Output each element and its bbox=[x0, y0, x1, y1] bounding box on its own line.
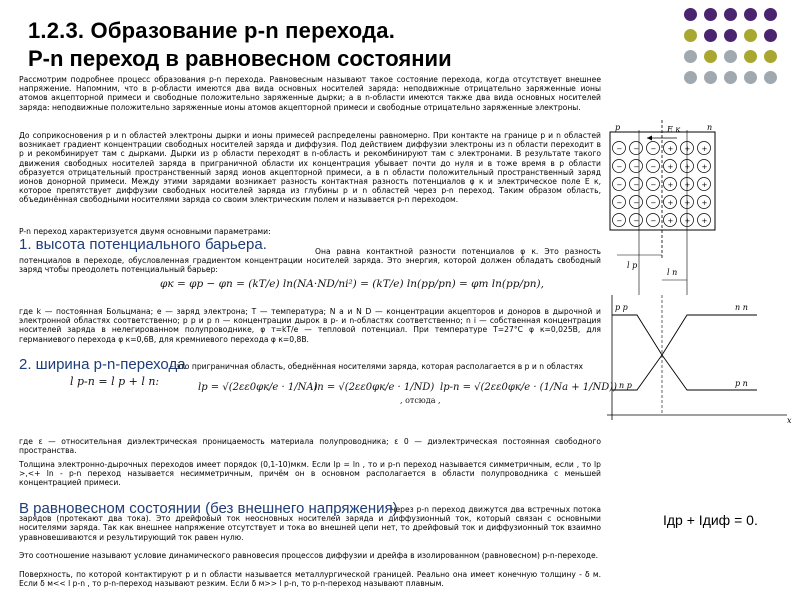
paragraph-equilibrium-desc: через p-n переход движутся два встречных потока зарядов (протекают два тока). Это дрейфовый ток неосновных носителей заряда и диффузионный ток, который связан с основными носителями заряда. Так как внешнее напряжение отсутствует и тока во внешней цепи нет, то дрейфовый ток и диффузионный ток взаимно уравновешиваются и результирующий ток равен нулю. bbox=[19, 505, 601, 542]
paragraph-metallurgical: Поверхность, по которой контактируют p и n области называется металлургической границей. Реально она имеет конечную толщину - δ м. Если δ м<< l p-n , то p-n-переход называют резким. Если δ м>> l p-n, то p-n-переход называют плавным. bbox=[19, 570, 601, 589]
paragraph-dynamic-balance: Это соотношение называют условие динамического равновесия процессов диффузии и дрейфа в изолированном (равновесном) p-n-переходе. bbox=[19, 551, 599, 560]
decorative-dot bbox=[744, 8, 757, 21]
paragraph-formation: До соприкосновения p и n областей электроны дырки и ионы примесей распределены равномерно. При контакте на границе p и n областей возникает градиент концентрации свободных носителей заряда и диффузия. Под действием диффузии электроны из n области переходит в p и рекомбинирует там с дырками. Дырки из p области переходят в n-область и рекомбинируют там с электронами. В результате такого движения свободных носителей заряда в приграничной области их концентрация убывает почти до нуля и в тоже время в p области образуется отрицательный пространственный заряд ионов акцепторной примеси, а в n области положительный пространственный заряд ионов донорной примеси. Между этими зарядами возникает разность контактная разность потенциалов φ к и электрическое поле E к, которое препятствует диффузии свободных носителей заряда из глубины p и n областей через p-n переход. Таким образом область, объединённая свободными носителями заряда со своим электрическим полем и называется p-n переходом. bbox=[19, 131, 601, 205]
ion-sign: + bbox=[667, 217, 674, 225]
ion-sign: − bbox=[616, 181, 623, 189]
paragraph-barrier-desc: Она равна контактной разности потенциалов φ к. Это разность потенциалов в переходе, обусловленная градиентом концентрации носителей заряда. Это энергия, которой должен обладать свободный заряд чтобы преодолеть потенциальный барьер: bbox=[19, 247, 601, 275]
heading-junction-width bbox=[19, 356, 186, 373]
label-p: p bbox=[615, 123, 621, 132]
heading-junction-width-text: 2. ширина p-n-перехода bbox=[19, 356, 186, 373]
ion-sign: − bbox=[616, 199, 623, 207]
decorative-dot bbox=[744, 50, 757, 63]
ion-sign: + bbox=[684, 181, 691, 189]
formula-lpn: lp-n = √(2εε0φк/e · (1/Na + 1/ND)) bbox=[440, 382, 618, 393]
ion-sign: − bbox=[650, 217, 657, 225]
decorative-dot bbox=[764, 8, 777, 21]
ion-sign: − bbox=[616, 163, 623, 171]
paragraph-notation: где k — постоянная Больцмана; e — заряд электрона; T — температура; N a и N D — концентрации акцепторов и доноров в дырочной и электронной областях соответственно; p p и p n — концентрации дырок в p- и n-областях соответственно; n i — собственная концентрация носителей заряда в нелегированном полупроводнике, φ т=kT/e — тепловой потенциал. При температуре T=27°C φ к=0,025В, для германиевого перехода φ к=0,6В, для кремниевого перехода φ к=0,8В. bbox=[19, 307, 601, 344]
ion-sign: − bbox=[650, 145, 657, 153]
ion-sign: + bbox=[684, 145, 691, 153]
label-nn: n n bbox=[735, 303, 748, 312]
decorative-dot bbox=[684, 8, 697, 21]
ion-sign: − bbox=[616, 145, 623, 153]
decorative-dot bbox=[704, 71, 717, 84]
ion-sign: + bbox=[667, 145, 674, 153]
ion-circles bbox=[613, 142, 711, 227]
ion-sign: − bbox=[650, 181, 657, 189]
pn-junction-diagram bbox=[607, 120, 797, 430]
formula-lp: lp = √(2εε0φк/e · 1/NA) bbox=[198, 382, 318, 393]
decorative-dot bbox=[684, 29, 697, 42]
label-pp: p p bbox=[615, 303, 628, 312]
ion-sign: − bbox=[633, 217, 640, 225]
label-ln: l n bbox=[667, 268, 678, 277]
label-x: x bbox=[787, 416, 792, 425]
formula-otsyuda: , отсюда , bbox=[400, 396, 441, 405]
paragraph-parameters: P-n переход характеризуется двумя основными параметрами: bbox=[19, 227, 271, 236]
label-lp: l p bbox=[627, 261, 638, 270]
paragraph-thickness: Толщина электронно-дырочных переходов имеет порядок (0,1-10)мкм. Если lp = ln , то и p-n переход называется симметричным, если , то lp >,<+ ln - p-n переход называется несимметричным, причём он в основном располагается в области полупроводника с меньшей концентрацией примеси. bbox=[19, 460, 601, 488]
ion-sign: − bbox=[650, 163, 657, 171]
decorative-dot bbox=[744, 29, 757, 42]
label-pn: p n bbox=[735, 379, 748, 388]
ion-sign: − bbox=[633, 145, 640, 153]
ion-sign: + bbox=[684, 199, 691, 207]
decorative-dot bbox=[724, 71, 737, 84]
decorative-dot bbox=[724, 50, 737, 63]
formula-ln: ln = √(2εε0φк/e · 1/ND) bbox=[314, 382, 435, 393]
paragraph-width-desc: – это приграничная область, обеднённая носителями заряда, которая располагается в p и n областях bbox=[170, 362, 583, 371]
ion-sign: − bbox=[650, 199, 657, 207]
heading-equilibrium-text: В равновесном состоянии (без внешнего напряжения) bbox=[19, 500, 398, 517]
ion-sign: + bbox=[701, 145, 708, 153]
formula-width-sum: l p-n = l p + l n: bbox=[70, 375, 160, 388]
formula-contact-potential: φк = φp − φn = (kT/e) ln(NA·ND/ni²) = (kT/e) ln(pp/pn) = φт ln(pp/pn), bbox=[160, 278, 544, 290]
ion-sign: + bbox=[701, 163, 708, 171]
decorative-dot bbox=[704, 50, 717, 63]
field-arrowhead bbox=[647, 136, 652, 141]
ion-sign: + bbox=[667, 181, 674, 189]
ion-sign: + bbox=[701, 181, 708, 189]
decorative-dot bbox=[684, 71, 697, 84]
paragraph-intro: Рассмотрим подробнее процесс образования p-n перехода. Равновесным называют такое состояние перехода, когда отсутствует внешнее напряжение. Напомним, что в p-области имеются два вида основных носителей заряда: неподвижные отрицательно заряженные ионы атомов акцепторной примеси и свободные положительно заряженные дырки; а в n-области имеются также два вида основных носителей заряда: неподвижные положительно заряженные ионы атомов акцепторной примеси и свободные отрицательно заряженные электроны. bbox=[19, 75, 601, 112]
ion-sign: − bbox=[616, 217, 623, 225]
ion-sign: − bbox=[633, 199, 640, 207]
heading-barrier-height-text: 1. высота потенциального барьера. bbox=[19, 236, 267, 253]
decorative-dot bbox=[744, 71, 757, 84]
decorative-dot bbox=[704, 8, 717, 21]
decorative-dot bbox=[684, 50, 697, 63]
slide-title-line1: 1.2.3. Образование p-n перехода. bbox=[28, 18, 396, 43]
label-np: n p bbox=[619, 381, 632, 390]
ion-sign: + bbox=[667, 163, 674, 171]
label-ek: E к bbox=[667, 125, 681, 134]
decorative-dot bbox=[764, 71, 777, 84]
label-n: n bbox=[707, 123, 713, 132]
decorative-dot bbox=[764, 50, 777, 63]
decorative-dot bbox=[704, 29, 717, 42]
ion-sign: − bbox=[633, 163, 640, 171]
ion-sign: + bbox=[701, 199, 708, 207]
ion-sign: + bbox=[701, 217, 708, 225]
ion-sign: + bbox=[667, 199, 674, 207]
decorative-dot bbox=[764, 29, 777, 42]
decorative-dot bbox=[724, 29, 737, 42]
ion-sign: + bbox=[684, 163, 691, 171]
decorative-dot bbox=[724, 8, 737, 21]
ion-sign: + bbox=[684, 217, 691, 225]
ion-sign: − bbox=[633, 181, 640, 189]
slide-title-line2: P-n переход в равновесном состоянии bbox=[28, 46, 452, 71]
current-balance-equation: Iдр + Iдиф = 0. bbox=[663, 512, 758, 528]
paragraph-epsilon: где ε — относительная диэлектрическая проницаемость материала полупроводника; ε 0 — диэлектрическая постоянная свободного пространства. bbox=[19, 437, 601, 456]
